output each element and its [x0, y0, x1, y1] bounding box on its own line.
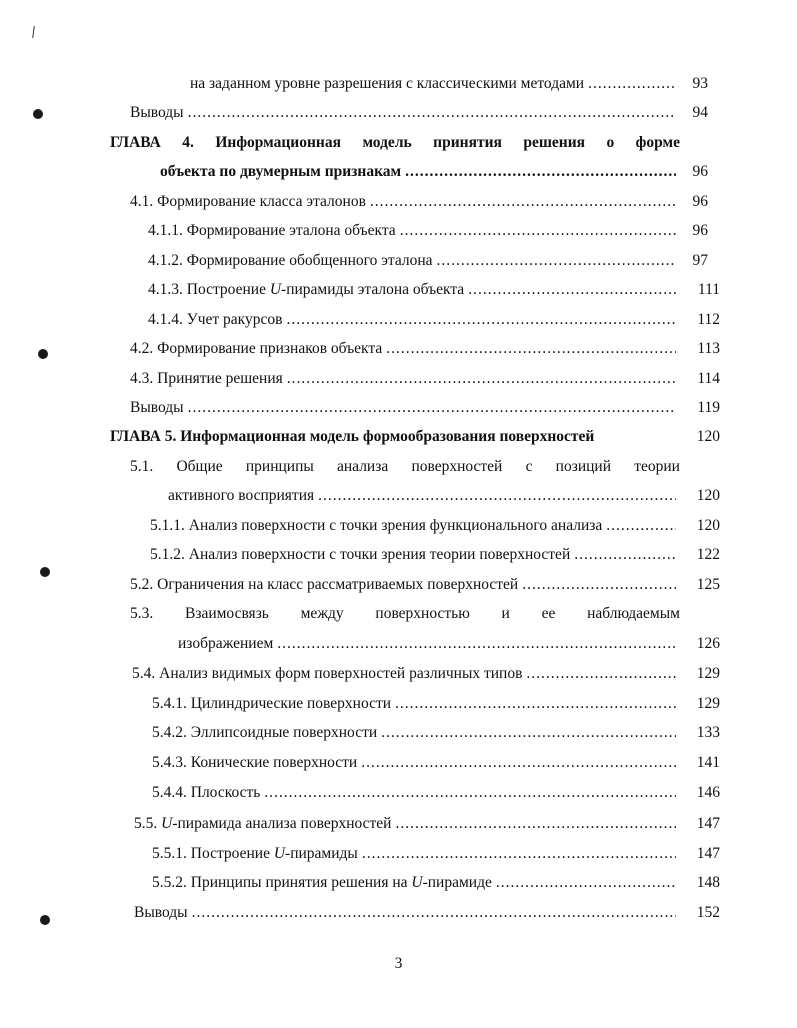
binding-hole-icon [40, 915, 50, 925]
chapter-heading [110, 132, 680, 154]
word: с [525, 458, 533, 475]
toc-entry [148, 279, 680, 301]
toc-page-number: 129 [696, 665, 720, 682]
toc-page-number: 114 [697, 370, 720, 387]
chapter-heading: ГЛАВА 5. Информационная модель формообразования поверхностей [110, 428, 595, 445]
title-part: U [269, 281, 282, 298]
toc-entry [148, 250, 680, 272]
toc-page-number: 148 [696, 874, 720, 891]
toc-page-number: 96 [692, 222, 708, 239]
toc-entry-title: 5.4.2. Эллипсоидные поверхности [152, 724, 378, 741]
word: о [606, 134, 615, 151]
word: теории [634, 458, 680, 475]
toc-entry-title: 5.1.1. Анализ поверхности с точки зрения функционального анализа [150, 517, 603, 534]
toc-entry-title: активного восприятия [168, 487, 315, 504]
word: позиций [555, 458, 612, 475]
title-part: 5.5.2. Принципы принятия решения на [152, 874, 412, 891]
toc-entry-title: изображением [178, 635, 274, 652]
toc-entry [148, 220, 680, 242]
word: Взаимосвязь [184, 605, 269, 622]
toc-entry-title: 4.1.4. Учет ракурсов [148, 311, 283, 328]
toc-entry-title: Выводы [130, 104, 184, 121]
word: принципы [245, 458, 314, 475]
word: 5.3. [130, 605, 154, 622]
toc-page-number: 133 [696, 724, 720, 741]
page-number: 3 [394, 955, 403, 972]
toc-entry-title: 5.4. Анализ видимых форм поверхностей различных типов [132, 665, 523, 682]
title-part: 5.5.1. Построение [152, 845, 274, 862]
toc-page-number: 125 [696, 576, 720, 593]
toc-entry [160, 161, 680, 183]
toc-entry [178, 633, 680, 655]
toc-page-number: 147 [696, 845, 720, 862]
toc-entry [148, 309, 680, 331]
toc-entry-title: объекта по двумерным признакам [160, 163, 402, 180]
toc-entry-title [152, 843, 358, 865]
word: поверхностью [375, 605, 470, 622]
title-part: -пирамиды [285, 845, 358, 862]
word: наблюдаемым [587, 605, 680, 622]
toc-page-number: 93 [692, 75, 708, 92]
toc-page-number: 126 [696, 635, 720, 652]
toc-entry [134, 902, 680, 924]
toc-entry-title: 4.2. Формирование признаков объекта [130, 340, 383, 357]
toc-page-number: 97 [692, 252, 708, 269]
word: форме [635, 134, 680, 151]
toc-entry [150, 544, 680, 566]
toc-page-number: 129 [696, 695, 720, 712]
toc-entry-title [134, 813, 391, 835]
word: Информационная [215, 134, 341, 151]
toc-page-number: 119 [697, 399, 720, 416]
toc-entry-title: Выводы [130, 399, 184, 416]
word: ГЛАВА [110, 134, 161, 151]
word: анализа [337, 458, 389, 475]
toc-entry [130, 397, 680, 419]
toc-page-number: 120 [696, 428, 720, 445]
toc-page-number: 147 [696, 815, 720, 832]
word: модель [362, 134, 412, 151]
word: 5.1. [130, 458, 154, 475]
toc-entry [168, 485, 680, 507]
toc-entry-title: 5.2. Ограничения на класс рассматриваемых поверхностей [130, 576, 519, 593]
toc-page-number: 96 [692, 193, 708, 210]
toc-page-number: 112 [697, 311, 720, 328]
toc-entry [152, 843, 680, 865]
word: ее [541, 605, 556, 622]
title-part: U [161, 815, 173, 832]
toc-entry-line [130, 603, 680, 625]
toc-entry [150, 515, 680, 537]
word: и [501, 605, 510, 622]
word: решения [523, 134, 586, 151]
toc-entry [130, 102, 680, 124]
word: Общие [176, 458, 223, 475]
toc-entry-title: 5.4.4. Плоскость [152, 784, 261, 801]
toc-entry [134, 813, 680, 835]
toc-entry-title: 4.1. Формирование класса эталонов [130, 193, 366, 210]
toc-entry [190, 73, 680, 95]
toc-entry [130, 338, 680, 360]
word: 4. [182, 134, 194, 151]
binding-hole-icon [40, 567, 50, 577]
toc-page-number: 120 [696, 517, 720, 534]
toc-page-number: 122 [696, 546, 720, 563]
toc-page-number: 113 [697, 340, 720, 357]
word: поверхностей [411, 458, 503, 475]
toc-entry-line [130, 456, 680, 478]
toc-page-number: 94 [692, 104, 708, 121]
toc-entry-title: 5.4.1. Цилиндрические поверхности [152, 695, 392, 712]
toc-entry [152, 752, 680, 774]
title-part: U [273, 845, 286, 862]
toc-entry-title [148, 279, 464, 301]
toc-entry-title: на заданном уровне разрешения с классическими методами [190, 75, 585, 92]
binding-hole-icon [33, 109, 43, 119]
toc-entry [130, 191, 680, 213]
toc-page-number: 146 [696, 784, 720, 801]
toc-entry [152, 722, 680, 744]
toc-page-number: 152 [696, 904, 720, 921]
toc-entry-title: 4.3. Принятие решения [130, 370, 283, 387]
word: между [300, 605, 344, 622]
toc-page-number: 111 [697, 281, 720, 298]
toc-entry [132, 663, 680, 685]
toc-entry-title: 5.1.2. Анализ поверхности с точки зрения теории поверхностей [150, 546, 571, 563]
toc-entry-title: 4.1.2. Формирование обобщенного эталона [148, 252, 433, 269]
toc-entry-title: 5.4.3. Конические поверхности [152, 754, 358, 771]
title-part: -пирамиде [422, 874, 492, 891]
binding-hole-icon [38, 349, 48, 359]
toc-entry [152, 782, 680, 804]
title-part: 4.1.3. Построение [148, 281, 270, 298]
toc-page-number: 141 [696, 754, 720, 771]
toc-entry [130, 368, 680, 390]
toc-page-number: 120 [696, 487, 720, 504]
title-part: -пирамида анализа поверхностей [172, 815, 392, 832]
scan-mark [32, 26, 35, 38]
toc-entry-title [152, 872, 492, 894]
toc-entry [152, 693, 680, 715]
toc-entry [152, 872, 680, 894]
toc-entry [130, 574, 680, 596]
toc-entry-title: Выводы [134, 904, 188, 921]
word: принятия [433, 134, 502, 151]
toc-entry-title: 4.1.1. Формирование эталона объекта [148, 222, 396, 239]
title-part: U [411, 874, 423, 891]
title-part: 5.5. [134, 815, 162, 832]
title-part: -пирамиды эталона объекта [281, 281, 465, 298]
toc-page-number: 96 [692, 163, 708, 180]
